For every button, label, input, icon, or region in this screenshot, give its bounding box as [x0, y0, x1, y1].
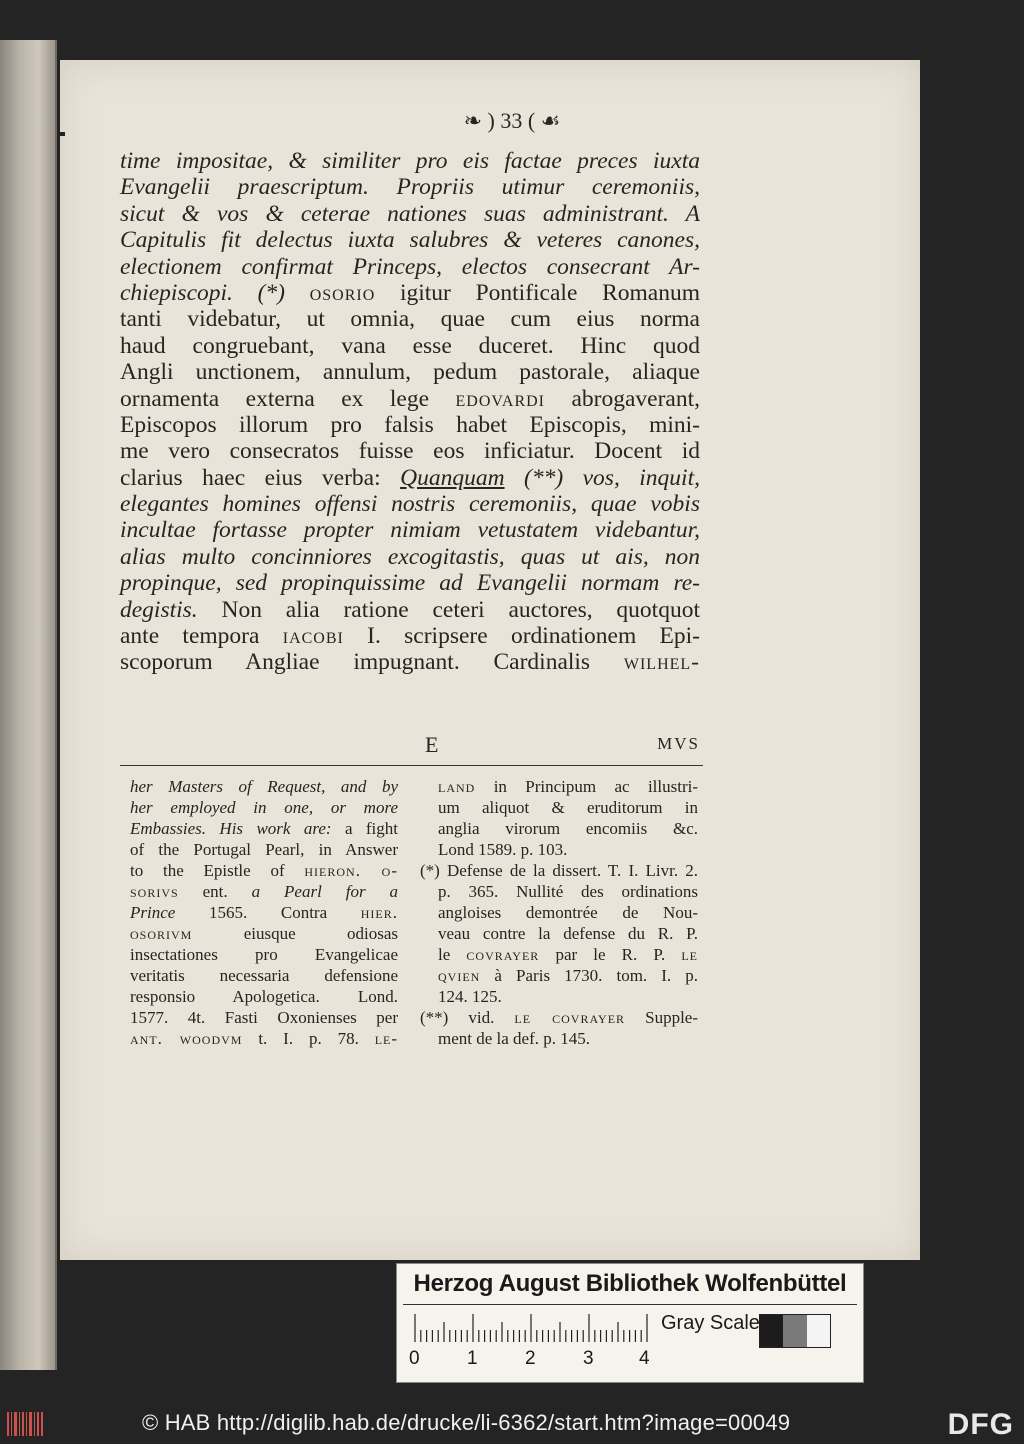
text-fragment: abrogaverant, [571, 385, 700, 412]
small-caps-name: le [681, 945, 698, 964]
small-caps-name: sorivs [130, 882, 179, 901]
gray-swatch-mid [783, 1315, 806, 1347]
text-line: alias multo concinniores excogitastis, quas ut ais, non [120, 543, 700, 570]
page-signature-line [120, 732, 700, 758]
text-fragment: Supple- [645, 1008, 698, 1027]
footnote-line: veau contre la defense du R. P. [438, 924, 698, 943]
footnote-column-left [130, 776, 398, 1049]
text-line: Angli unctionem, annulum, pedum pastorale, aliaque [120, 359, 700, 386]
copyright-link[interactable]: © HAB http://diglib.hab.de/drucke/li-6362/start.htm?image=00049 [142, 1410, 791, 1435]
footnote-line: Lond 1589. p. 103. [438, 840, 568, 859]
label-divider [403, 1304, 857, 1305]
text-fragment: Non alia ratione ceteri auctores, quotquot [221, 596, 700, 623]
gray-swatch-light [807, 1315, 830, 1347]
footnote-line: her employed in one, or more [130, 798, 398, 817]
small-caps-name: le covrayer [514, 1008, 626, 1027]
text-fragment: chiepiscopi. (*) [120, 279, 285, 306]
viewer-footer [0, 1404, 1024, 1444]
text-fragment: 1565. Contra [208, 903, 328, 922]
footnote-line: her Masters of Request, and by [130, 777, 398, 796]
ruler-numbers [409, 1348, 659, 1374]
library-name: Herzog August Bibliothek Wolfenbüttel [413, 1270, 847, 1297]
text-line: haud congruebant, vana esse duceret. Hinc quod [120, 332, 700, 359]
ruler-number: 0 [409, 1348, 420, 1369]
small-caps-name: edovardi [455, 385, 545, 412]
footnote-line: insectationes pro Evangelicae [130, 945, 398, 964]
footnote-line [130, 1028, 398, 1049]
text-line: Capitulis fit delectus iuxta salubres & veteres canones, [120, 227, 700, 254]
text-line [120, 623, 700, 649]
text-fragment: Embassies. His work are: [130, 819, 332, 838]
text-fragment: ante tempora [120, 623, 260, 650]
footnote-line [420, 944, 698, 965]
barcode-icon [6, 1410, 46, 1438]
text-line: elegantes homines offensi nostris ceremoniis, quae vobis [120, 491, 700, 518]
small-caps-name: ant. woodvm [130, 1029, 243, 1048]
small-caps-name: osorio [309, 279, 376, 306]
footnote-line: 124. 125. [438, 987, 502, 1006]
text-line: me vero consecratos fuisse eos inficiatur. Docent id [120, 438, 700, 465]
footnote-line [420, 965, 698, 986]
text-fragment: a Pearl for a [251, 882, 399, 901]
text-fragment: le [438, 945, 451, 964]
small-caps-name: covrayer [466, 945, 540, 964]
small-caps-name: le- [374, 1029, 399, 1048]
gray-scale-swatches [759, 1314, 831, 1348]
catchword: MVS [657, 734, 700, 753]
text-line: propinque, sed propinquissime ad Evangelii normam re- [120, 570, 700, 597]
text-fragment: à Paris 1730. tom. I. p. [494, 966, 699, 985]
footnote-divider [120, 765, 703, 766]
footnote-line [420, 776, 698, 797]
small-caps-name: wilhel- [623, 649, 701, 676]
ruler-number: 4 [639, 1348, 650, 1369]
text-line: electionem confirmat Princeps, electos consecrant Ar- [120, 253, 700, 280]
footnote-line [130, 818, 398, 839]
text-fragment: par le R. P. [555, 945, 666, 964]
text-fragment: clarius haec eius verba: [120, 464, 381, 491]
text-fragment: Prince [130, 903, 176, 922]
small-caps-name: qvien [438, 966, 481, 985]
small-caps-name: iacobi [282, 623, 344, 650]
small-caps-name: hieron. o- [304, 861, 399, 880]
text-line [120, 465, 700, 491]
footnote-line: 1577. 4t. Fasti Oxonienses per [130, 1008, 398, 1027]
adjacent-page-edge [0, 40, 57, 1370]
text-line [120, 280, 700, 306]
text-line [120, 386, 700, 412]
footnote-line: ment de la def. p. 145. [438, 1029, 591, 1048]
text-line: tanti videbatur, ut omnia, quae cum eius norma [120, 306, 700, 333]
text-fragment: ornamenta externa ex lege [120, 385, 430, 412]
text-fragment: degistis. [120, 596, 198, 623]
footnote-column-right [420, 776, 698, 1049]
text-line: time impositae, & similiter pro eis factae preces iuxta [120, 148, 700, 174]
running-head: ❧ ) 33 ( ☙ [463, 108, 561, 133]
text-fragment: I. scripsere ordinationem Epi- [367, 623, 700, 650]
text-fragment: (**) vid. [420, 1008, 495, 1027]
footnote-line [130, 923, 398, 944]
small-caps-name: hier. [360, 903, 399, 922]
footnote-line: of the Portugal Pearl, in Answer [130, 840, 398, 859]
gray-scale-label: Gray Scale [661, 1312, 760, 1334]
text-fragment: igitur Pontificale Romanum [399, 279, 700, 306]
signature-mark: E [425, 732, 439, 757]
ruler-number: 1 [467, 1348, 478, 1369]
text-fragment: t. I. p. 78. [258, 1029, 359, 1048]
text-line: Evangelii praescriptum. Propriis utimur ceremoniis, [120, 174, 700, 201]
underlined-word: Quanquam [400, 464, 505, 491]
main-text [120, 148, 700, 676]
small-caps-name: land [438, 777, 476, 796]
footnote-line: angloises demontrée de Nou- [438, 903, 698, 922]
text-fragment: ent. [202, 882, 228, 901]
text-fragment: (**) vos, inquit, [524, 464, 700, 491]
footnote-line: responsio Apologetica. Lond. [130, 987, 398, 1006]
dfg-logo: DFG [947, 1408, 1014, 1441]
text-line: Episcopos illorum pro falsis habet Episcopis, mini- [120, 411, 700, 438]
text-line: incultae fortasse propter nimiam vetustatem videbantur, [120, 517, 700, 544]
footnote-line: p. 365. Nullité des ordinations [438, 882, 698, 901]
text-fragment: in Principum ac illustri- [493, 777, 699, 796]
text-fragment: eiusque odiosas [243, 924, 398, 943]
text-line: sicut & vos & ceterae nationes suas administrant. A [120, 200, 700, 227]
gray-swatch-dark [760, 1315, 783, 1347]
text-fragment: a fight [344, 819, 399, 838]
text-fragment: scoporum Angliae impugnant. Cardinalis [120, 649, 591, 676]
footnote-line: um aliquot & eruditorum in [438, 798, 698, 817]
footnote-line [130, 860, 398, 881]
footnote-line [130, 881, 398, 902]
footnote-line: anglia virorum encomiis &c. [438, 819, 698, 838]
ruler-number: 2 [525, 1348, 536, 1369]
text-line [120, 649, 700, 675]
text-line [120, 597, 700, 623]
footnote-line [420, 1007, 698, 1028]
small-caps-name: osorivm [130, 924, 193, 943]
footnote-line [130, 902, 398, 923]
footnote-line: (*) Defense de la dissert. T. I. Livr. 2. [420, 861, 698, 880]
measurement-ruler [413, 1312, 649, 1342]
footnote-line: veritatis necessaria defensione [130, 966, 398, 985]
ruler-number: 3 [583, 1348, 594, 1369]
library-scale-label [396, 1263, 864, 1383]
text-fragment: to the Epistle of [130, 861, 285, 880]
